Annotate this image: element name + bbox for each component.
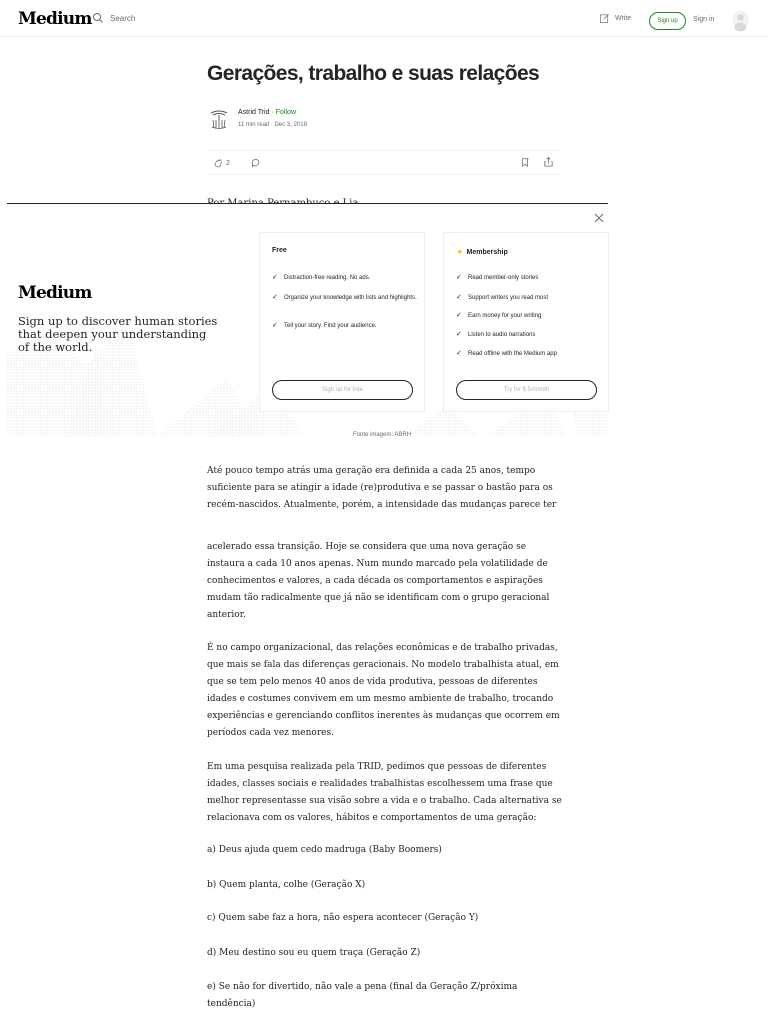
sign-up-free-button[interactable]: Sign up for free (272, 380, 413, 400)
membership-plan-title-text: Membership (466, 249, 508, 256)
free-feature-2 (272, 294, 420, 302)
member-feature-1 (456, 274, 604, 282)
check-icon: ✓ (456, 294, 462, 301)
member-feature-text: Earn money for your writing (468, 313, 542, 319)
article-meta: 11 min read · Dec 3, 2018 (238, 122, 307, 128)
member-feature-3 (456, 312, 604, 320)
clap-icon (213, 158, 223, 168)
check-icon: ✓ (456, 274, 462, 281)
member-feature-text: Support writers you read most (468, 295, 549, 301)
overlay-medium-logo: Medium (18, 283, 92, 303)
close-overlay-icon[interactable] (593, 212, 605, 224)
free-feature-text: Distraction-free reading. No ads. (284, 275, 371, 281)
free-feature-text: Tell your story. Find your audience. (284, 323, 377, 329)
user-silhouette-icon (732, 11, 749, 28)
free-plan-card (259, 232, 425, 412)
membership-plan-card (443, 232, 609, 412)
search-placeholder[interactable]: Search (110, 13, 136, 23)
separator-dot: · (271, 109, 274, 116)
check-icon: ✓ (456, 331, 462, 338)
free-feature-1 (272, 274, 420, 282)
list-item: c) Quem sabe faz a hora, não espera acontecer (Geração Y) (207, 913, 479, 923)
try-membership-button[interactable]: Try for $ 5/month (456, 380, 597, 400)
article-action-bar (207, 150, 561, 175)
free-feature-text: Organize your knowledge with lists and highlights. (284, 295, 417, 301)
member-feature-2 (456, 294, 604, 302)
member-feature-text: Read member-only stories (468, 275, 539, 281)
list-item: b) Quem planta, colhe (Geração X) (207, 880, 366, 890)
overlay-tagline: Sign up to discover human stories that deepen your understanding of the world. (18, 314, 218, 354)
clap-button[interactable] (213, 158, 230, 168)
paragraph: É no campo organizacional, das relações econômicas e de trabalho privadas, que mais se fala das diferenças geracionais. No modelo trabalhista atual, em que se tem pelo menos 40 anos de vida produtiva, pessoas de diferentes idades e costumes convivem em um mesmo ambiente de trabalho, trocando experiências e gerenciando conflitos inerentes às mudanças que ocorrem em períodos cada vez menores. (207, 643, 560, 738)
clap-count: 2 (226, 159, 230, 167)
author-line (238, 109, 296, 116)
free-plan-title-text: Free (272, 247, 287, 254)
list-item: e) Se não for divertido, não vale a pena (final da Geração Z/próxima tendência) (207, 982, 518, 1009)
member-feature-4 (456, 331, 604, 339)
member-feature-text: Listen to audio narrations (468, 332, 536, 338)
follow-link[interactable]: Follow (275, 109, 296, 116)
list-item: d) Meu destino sou eu quem traça (Geração Z) (207, 948, 421, 958)
member-feature-5 (456, 350, 604, 358)
write-icon (599, 13, 610, 24)
image-caption: Fonte imagem: ABRH (352, 432, 412, 438)
free-feature-3 (272, 322, 420, 330)
write-link[interactable] (599, 13, 631, 24)
free-plan-title (272, 247, 287, 254)
top-navigation (0, 0, 768, 37)
star-icon: ✦ (456, 247, 464, 257)
check-icon: ✓ (456, 312, 462, 319)
author-name[interactable]: Astrid Trid (238, 109, 270, 116)
paragraph: acelerado essa transição. Hoje se considera que uma nova geração se instaura a cada 10 anos apenas. Num mundo marcado pela volatilidade de conhecimentos e valores, a cada década os comportamentos e aspirações mudam tão radicalmente que já não se identificam com o grupo geracional anterior. (207, 542, 550, 620)
list-item: a) Deus ajuda quem cedo madruga (Baby Boomers) (207, 845, 442, 855)
write-label: Write (615, 15, 632, 22)
user-avatar[interactable] (732, 11, 749, 28)
sign-in-link[interactable]: Sign in (693, 16, 715, 23)
article-title: Gerações, trabalho e suas relações (207, 62, 540, 85)
author-logo-icon (208, 108, 230, 130)
author-avatar[interactable] (208, 108, 230, 130)
search-icon (92, 12, 104, 24)
bookmark-icon[interactable] (520, 157, 530, 168)
member-feature-text: Read offline with the Medium app (468, 351, 557, 357)
paragraph: Até pouco tempo atrás uma geração era definida a cada 25 anos, tempo suficiente para se atingir a idade (re)produtiva e se passar o bastão para os recém-nascidos. Atualmente, porém, a intensidade das mudanças parece ter (207, 466, 557, 510)
check-icon: ✓ (272, 322, 278, 329)
medium-logo[interactable]: Medium (18, 9, 92, 29)
membership-plan-title (456, 247, 508, 258)
share-icon[interactable] (543, 156, 554, 168)
check-icon: ✓ (456, 350, 462, 357)
check-icon: ✓ (272, 294, 278, 301)
check-icon: ✓ (272, 274, 278, 281)
search-box[interactable] (92, 12, 135, 24)
comment-icon[interactable] (251, 158, 261, 168)
paragraph: Em uma pesquisa realizada pela TRID, pedimos que pessoas de diferentes idades, classes sociais e realidades trabalhistas escolhessem uma frase que melhor representasse sua visão sobre a vida e o trabalho. Cada alternativa se relacionava com os valores, hábitos e comportamentos de uma geração: (207, 762, 562, 823)
sign-up-button[interactable]: Sign up (649, 12, 686, 30)
